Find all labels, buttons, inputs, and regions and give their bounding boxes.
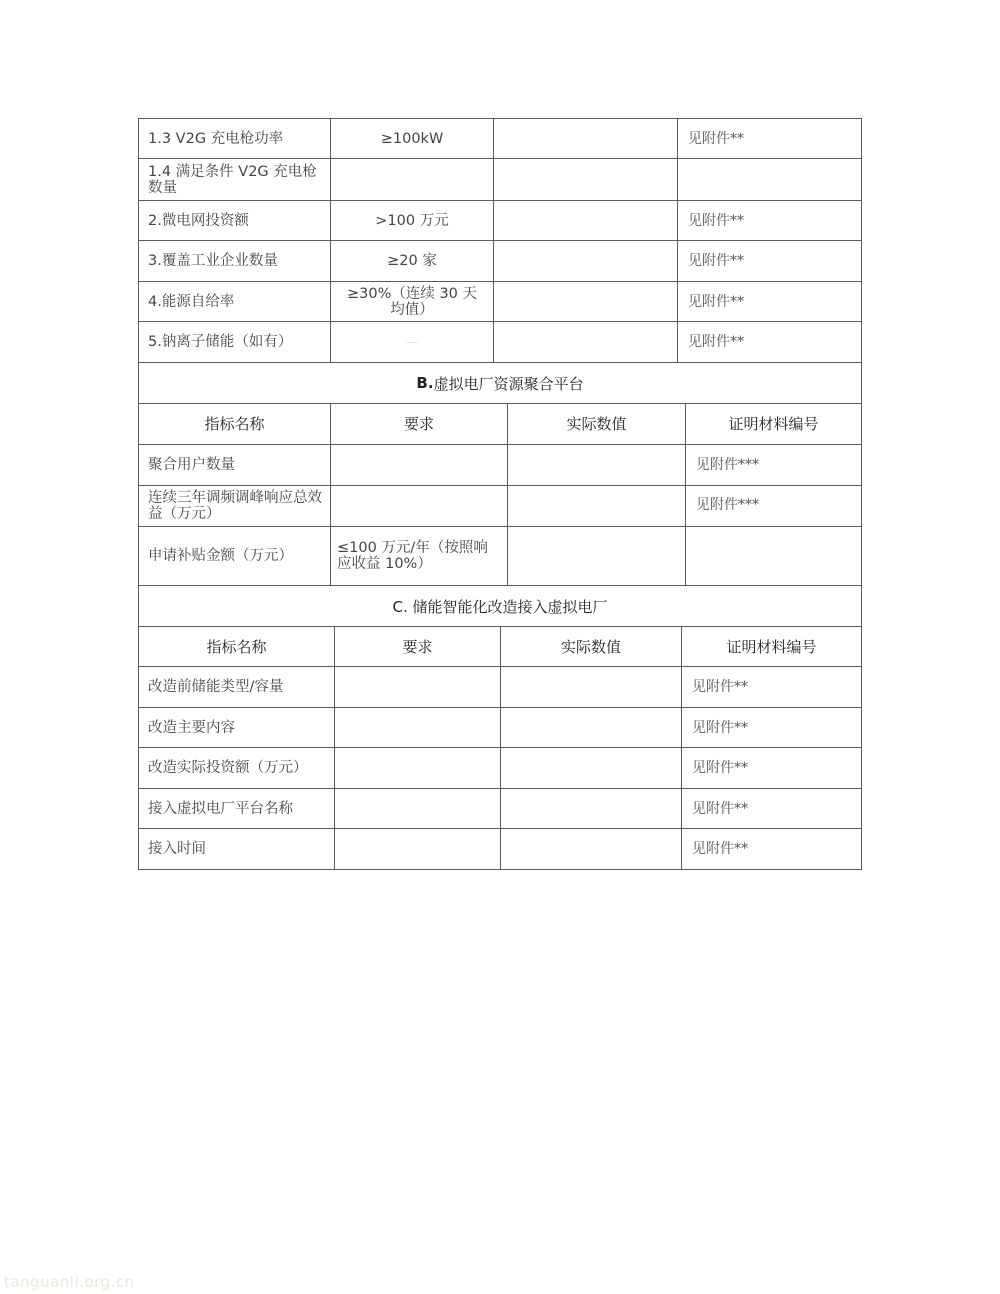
table-row [138, 788, 862, 828]
indicator-name: 1.3 V2G 充电枪功率 [138, 118, 330, 158]
requirement-cell: ≥30%（连续 30 天均值） [330, 281, 493, 321]
section-b-title [138, 362, 862, 403]
requirement-cell [334, 707, 500, 747]
actual-value-cell[interactable] [507, 485, 685, 526]
requirement-cell: ≥100kW [330, 118, 493, 158]
watermark: tanguanli.org.cn [4, 1273, 135, 1291]
table-row [138, 158, 862, 200]
requirement-cell [334, 788, 500, 828]
header-proof-number: 证明材料编号 [685, 403, 862, 444]
actual-value-cell[interactable] [507, 526, 685, 585]
requirement-cell: ≥20 家 [330, 240, 493, 281]
indicator-name: 2.微电网投资额 [138, 200, 330, 240]
proof-cell [677, 158, 862, 200]
requirement-cell [330, 485, 507, 526]
header-indicator-name: 指标名称 [138, 626, 334, 666]
table-row [138, 526, 862, 585]
table-row [138, 707, 862, 747]
section-c-title [138, 585, 862, 626]
indicator-name: 改造前储能类型/容量 [138, 666, 334, 707]
proof-cell: 见附件** [681, 747, 862, 788]
proof-cell: 见附件** [677, 200, 862, 240]
section-c-header-row [138, 626, 862, 666]
actual-value-cell[interactable] [500, 666, 681, 707]
proof-cell: 见附件** [681, 666, 862, 707]
proof-cell: 见附件*** [685, 485, 862, 526]
actual-value-cell[interactable] [493, 200, 677, 240]
requirement-cell [334, 666, 500, 707]
actual-value-cell[interactable] [500, 747, 681, 788]
actual-value-cell[interactable] [500, 828, 681, 869]
indicator-name: 3.覆盖工业企业数量 [138, 240, 330, 281]
table-row [138, 240, 862, 281]
proof-cell: 见附件** [677, 240, 862, 281]
proof-cell: 见附件** [677, 321, 862, 362]
proof-cell: 见附件** [677, 281, 862, 321]
table-row [138, 321, 862, 362]
proof-cell: 见附件*** [685, 444, 862, 485]
actual-value-cell[interactable] [493, 321, 677, 362]
header-indicator-name: 指标名称 [138, 403, 330, 444]
actual-value-cell[interactable] [493, 118, 677, 158]
table-row [138, 747, 862, 788]
header-requirement: 要求 [334, 626, 500, 666]
proof-cell: 见附件** [681, 707, 862, 747]
proof-cell: 见附件** [681, 828, 862, 869]
table-row [138, 666, 862, 707]
requirement-cell [334, 747, 500, 788]
table-row [138, 828, 862, 869]
requirement-cell [330, 158, 493, 200]
section-b-prefix: B. [416, 374, 434, 392]
header-proof-number: 证明材料编号 [681, 626, 862, 666]
actual-value-cell[interactable] [493, 158, 677, 200]
indicator-name: 连续三年调频调峰响应总效益（万元） [138, 485, 330, 526]
header-actual-value: 实际数值 [507, 403, 685, 444]
indicator-name: 申请补贴金额（万元） [138, 526, 330, 585]
indicator-name: 改造主要内容 [138, 707, 334, 747]
indicator-name: 改造实际投资额（万元） [138, 747, 334, 788]
table-row [138, 485, 862, 526]
indicator-name: 接入时间 [138, 828, 334, 869]
proof-cell [685, 526, 862, 585]
table-bottom-border [138, 869, 862, 870]
requirement-cell: ≤100 万元/年（按照响应收益 10%） [330, 526, 507, 585]
section-b-title-text: 虚拟电厂资源聚合平台 [433, 374, 584, 393]
actual-value-cell[interactable] [493, 281, 677, 321]
dash-placeholder [406, 342, 418, 343]
actual-value-cell[interactable] [493, 240, 677, 281]
table-row [138, 444, 862, 485]
indicator-name: 1.4 满足条件 V2G 充电枪数量 [138, 158, 330, 200]
requirement-cell [330, 321, 493, 362]
requirement-cell: >100 万元 [330, 200, 493, 240]
actual-value-cell[interactable] [500, 707, 681, 747]
indicator-name: 5.钠离子储能（如有） [138, 321, 330, 362]
section-b-header-row [138, 403, 862, 444]
indicator-name: 4.能源自给率 [138, 281, 330, 321]
proof-cell: 见附件** [681, 788, 862, 828]
table-row [138, 281, 862, 321]
actual-value-cell[interactable] [507, 444, 685, 485]
indicator-name: 聚合用户数量 [138, 444, 330, 485]
proof-cell: 见附件** [677, 118, 862, 158]
actual-value-cell[interactable] [500, 788, 681, 828]
table-row [138, 200, 862, 240]
requirement-cell [334, 828, 500, 869]
indicator-name: 接入虚拟电厂平台名称 [138, 788, 334, 828]
header-requirement: 要求 [330, 403, 507, 444]
requirement-cell [330, 444, 507, 485]
header-actual-value: 实际数值 [500, 626, 681, 666]
table-row [138, 118, 862, 158]
section-c-title-text: C. 储能智能化改造接入虚拟电厂 [392, 597, 608, 616]
